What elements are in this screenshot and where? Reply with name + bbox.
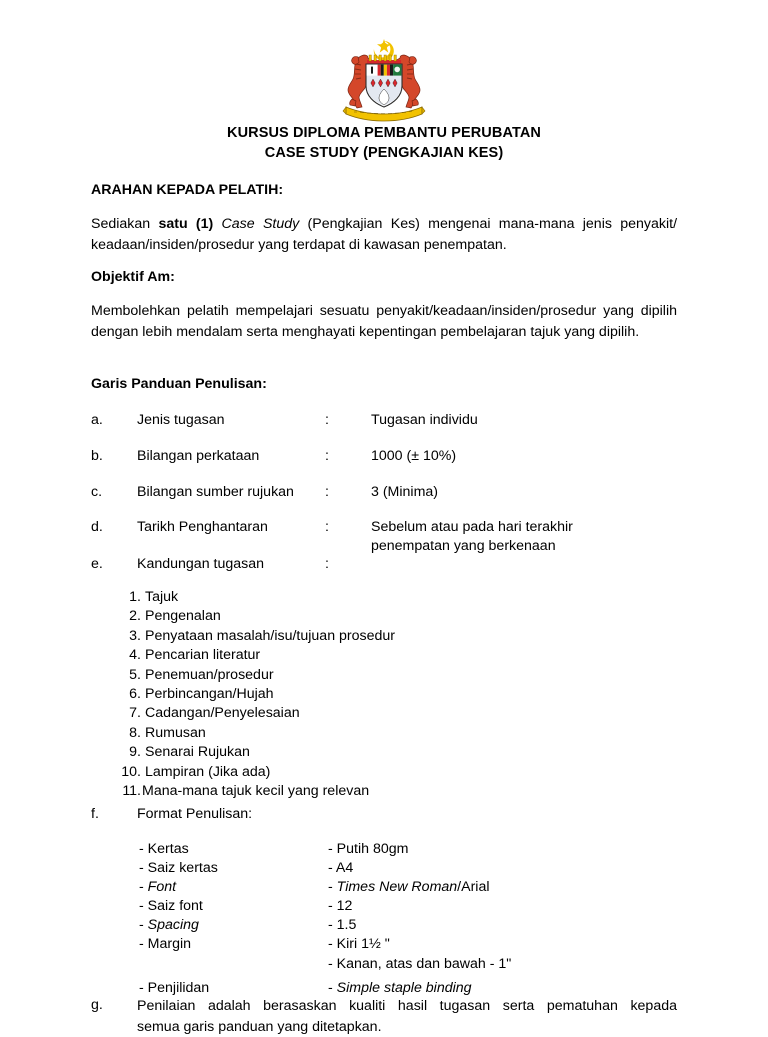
arahan-heading: ARAHAN KEPADA PELATIH:: [91, 180, 677, 200]
list-item-label: Perbincangan/Hujah: [145, 685, 274, 704]
list-item: [115, 607, 615, 626]
list-item-number: 9.: [115, 743, 141, 762]
page-title-line1: KURSUS DIPLOMA PEMBANTU PERUBATAN: [91, 125, 677, 141]
list-item: [115, 763, 615, 782]
format-key-label: Saiz kertas: [148, 860, 218, 876]
format-value-dash: -: [328, 860, 336, 876]
guideline-value: 1000 (± 10%): [371, 447, 691, 466]
format-key-dash: -: [139, 841, 148, 857]
list-item-number: 4.: [115, 646, 141, 665]
malaysian-coat-of-arms-icon: [334, 33, 434, 121]
guideline-letter: e.: [91, 555, 131, 574]
list-item-label: Rumusan: [145, 724, 206, 743]
format-key-label: Penjilidan: [148, 980, 210, 996]
objektif-heading: Objektif Am:: [91, 267, 677, 287]
list-item-label: Lampiran (Jika ada): [145, 763, 270, 782]
format-value: [328, 897, 352, 916]
guideline-value-line2: penempatan yang berkenaan: [371, 537, 691, 556]
format-value-tail: /Arial: [457, 879, 489, 895]
guideline-letter: b.: [91, 447, 131, 466]
list-item-label: Penyataan masalah/isu/tujuan prosedur: [145, 627, 395, 646]
format-value: [328, 935, 390, 954]
list-item: [115, 666, 615, 685]
format-key-dash: -: [139, 936, 148, 952]
list-item-number: 11.: [115, 782, 141, 801]
arahan-text-1: Sediakan: [91, 216, 158, 232]
format-heading: Format Penulisan:: [137, 805, 437, 824]
guideline-value-line1: Sebelum atau pada hari terakhir: [371, 519, 573, 535]
content-items-list: [115, 588, 615, 801]
guideline-label: Kandungan tugasan: [137, 555, 367, 574]
list-item: [115, 646, 615, 665]
format-value-dash: -: [328, 879, 337, 895]
format-key-label: Margin: [148, 936, 191, 952]
format-letter: f.: [91, 805, 131, 824]
format-value-label: A4: [336, 860, 353, 876]
format-value-label: Simple staple binding: [337, 980, 472, 996]
list-item: [115, 782, 615, 801]
format-key-dash: -: [139, 898, 148, 914]
guideline-letter: c.: [91, 483, 131, 502]
format-value: [328, 979, 472, 998]
format-row: [139, 840, 659, 859]
format-key-dash: -: [139, 879, 148, 895]
format-key-dash: -: [139, 917, 148, 933]
format-details-table: [139, 840, 659, 998]
list-item-label: Cadangan/Penyelesaian: [145, 704, 300, 723]
format-key-dash: -: [139, 860, 148, 876]
format-value-label: Putih 80gm: [337, 841, 409, 857]
list-item-number: 2.: [115, 607, 141, 626]
format-row: [139, 935, 659, 954]
list-item-label: Senarai Rujukan: [145, 743, 250, 762]
guideline-colon: :: [325, 411, 329, 430]
format-key-label: Kertas: [148, 841, 189, 857]
format-value-label: Kiri 1½ ": [337, 936, 390, 952]
guideline-colon: :: [325, 483, 329, 502]
guideline-colon: :: [325, 555, 329, 574]
format-key: [139, 859, 319, 878]
format-value-dash: -: [328, 898, 337, 914]
guideline-value: 3 (Minima): [371, 483, 691, 502]
list-item-number: 8.: [115, 724, 141, 743]
format-key-dash: -: [139, 980, 148, 996]
list-item: [115, 588, 615, 607]
arahan-text-3: (Pengkajian Kes) mengenai mana-mana jenis penyakit/ keadaan/insiden/prosedur yang terdapat di kawasan penempatan.: [91, 216, 677, 253]
format-key-label: Spacing: [148, 917, 199, 933]
format-value-label: Times New Roman: [337, 879, 458, 895]
format-key: [139, 840, 319, 859]
list-item-label: Penemuan/prosedur: [145, 666, 274, 685]
format-value-dash: -: [328, 917, 337, 933]
format-key: [139, 916, 319, 935]
format-value: [328, 859, 353, 878]
guideline-label: Jenis tugasan: [137, 411, 367, 430]
list-item: [115, 627, 615, 646]
format-key: [139, 897, 319, 916]
guideline-label: Bilangan perkataan: [137, 447, 367, 466]
format-value-dash: -: [328, 956, 337, 972]
list-item-number: 7.: [115, 704, 141, 723]
list-item-number: 3.: [115, 627, 141, 646]
format-row: [139, 859, 659, 878]
list-item: [115, 685, 615, 704]
list-item-number: 6.: [115, 685, 141, 704]
final-item-text: [137, 996, 677, 1037]
list-item-number: 5.: [115, 666, 141, 685]
list-item-label: Mana-mana tajuk kecil yang relevan: [142, 782, 369, 801]
list-item-number: 10.: [115, 763, 141, 782]
format-row: [139, 897, 659, 916]
arahan-bold-satu: satu (1): [158, 216, 213, 232]
list-item: [115, 743, 615, 762]
format-value: [328, 840, 408, 859]
guideline-value: Tugasan individu: [371, 411, 691, 430]
objektif-body: Membolehkan pelatih mempelajari sesuatu penyakit/keadaan/insiden/prosedur yang dipilih dengan lebih mendalam serta menghayati kepentingan pembelajaran tajuk yang dipilih.: [91, 301, 677, 342]
final-item-line2: semua garis panduan yang ditetapkan.: [137, 1017, 677, 1037]
guideline-label: Tarikh Penghantaran: [137, 518, 367, 537]
arahan-italic-case-study: Case Study: [222, 216, 300, 232]
list-item-number: 1.: [115, 588, 141, 607]
list-item-label: Tajuk: [145, 588, 178, 607]
list-item-label: Pencarian literatur: [145, 646, 260, 665]
format-key-label: Saiz font: [148, 898, 203, 914]
format-row: [139, 878, 659, 897]
format-key: [139, 979, 319, 998]
list-item: [115, 704, 615, 723]
final-item-letter: g.: [91, 996, 131, 1015]
arahan-body: [91, 214, 677, 255]
format-value-label: 1.5: [337, 917, 357, 933]
garis-panduan-heading: Garis Panduan Penulisan:: [91, 374, 677, 394]
format-row: [139, 955, 659, 979]
format-row: [139, 979, 659, 998]
arahan-text-2: [213, 216, 221, 232]
guideline-letter: a.: [91, 411, 131, 430]
guideline-letter: d.: [91, 518, 131, 537]
guideline-label: Bilangan sumber rujukan: [137, 483, 367, 502]
format-value-dash: -: [328, 841, 337, 857]
guideline-colon: :: [325, 447, 329, 466]
list-item: [115, 724, 615, 743]
format-value: [328, 878, 490, 897]
format-value: [328, 955, 511, 974]
format-key: [139, 935, 319, 954]
format-value-label: 12: [337, 898, 353, 914]
guideline-value: [371, 518, 691, 556]
format-value-dash: -: [328, 936, 337, 952]
page-title-line2: CASE STUDY (PENGKAJIAN KES): [91, 145, 677, 161]
format-value: [328, 916, 356, 935]
list-item-label: Pengenalan: [145, 607, 221, 626]
guideline-colon: :: [325, 518, 329, 537]
final-item-line1: Penilaian adalah berasaskan kualiti hasil tugasan serta pematuhan kepada: [137, 996, 677, 1017]
format-key: [139, 878, 319, 897]
format-row: [139, 916, 659, 935]
format-key-label: Font: [148, 879, 176, 895]
format-value-label: Kanan, atas dan bawah - 1": [337, 956, 512, 972]
format-value-dash: -: [328, 980, 337, 996]
